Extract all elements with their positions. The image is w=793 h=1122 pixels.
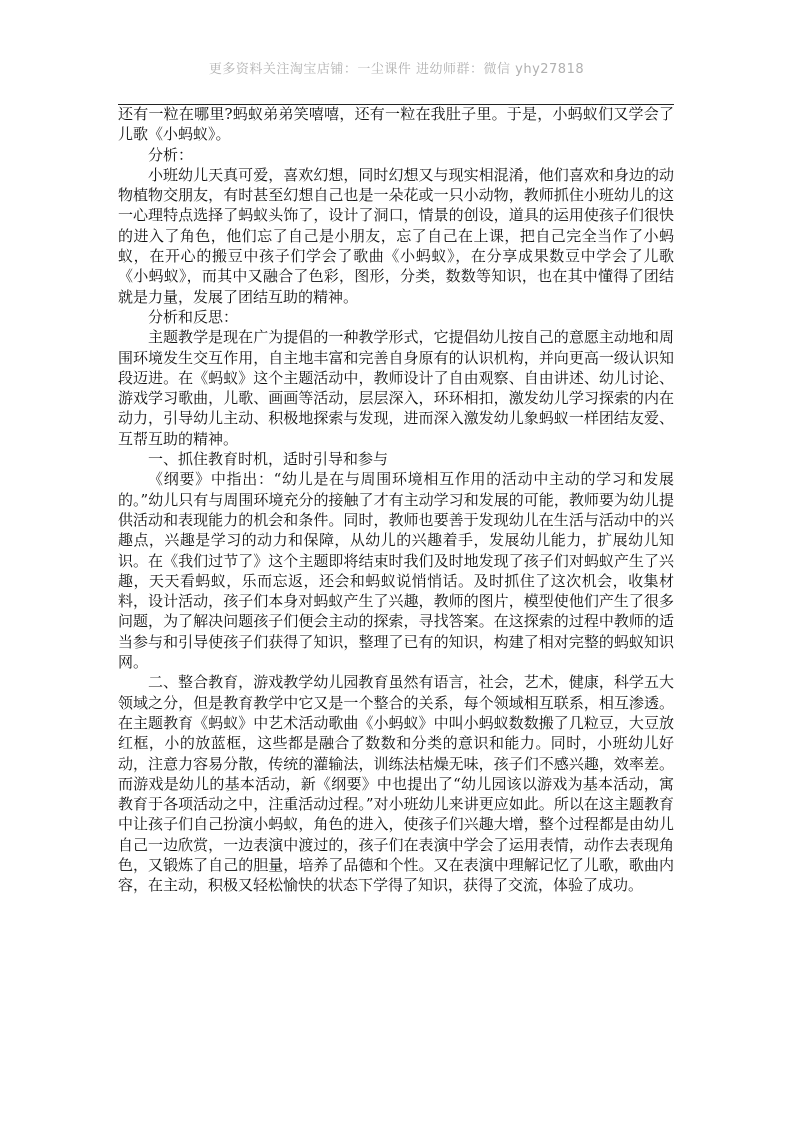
paragraph-reflection-heading: 分析和反思： [148, 307, 239, 326]
paragraph-analysis-heading: 分析： [148, 145, 194, 164]
paragraph-continuation: 还有一粒在哪里?蚂蚁弟弟笑嘻嘻，还有一粒在我肚子里。于是，小蚂蚁们又学会了儿歌《小蚂蚁》。 [118, 105, 674, 144]
header-watermark: 更多资料关注淘宝店铺：一尘课件 进幼师群：微信 yhy27818 [208, 62, 585, 77]
paragraph-reflection: 主题教学是现在广为提倡的一种教学形式，它提倡幼儿按自己的意愿主动地和周围环境发生交互作用，自主地丰富和完善自身原有的认识机构，并向更高一级认识知段迈进。在《蚂蚁》这个主题活动中，教师设计了自由观察、自由讲述、幼儿讨论、游戏学习歌曲，儿歌、画画等活动，层层深入，环环相扣，激发幼儿学习探索的内在动力，引导幼儿主动、积极地探索与发现，进而深入激发幼儿象蚂蚁一样团结友爱、互帮互助的精神。 [118, 328, 674, 448]
paragraph-section-one: 《纲要》中指出：“幼儿是在与周围环境相互作用的活动中主动的学习和发展的。”幼儿只有与周围环境充分的接触了才有主动学习和发展的可能，教师要为幼儿提供活动和表现能力的机会和条件。同时，教师也要善于发现幼儿在生活与活动中的兴趣点，兴趣是学习的动力和保障，从幼儿的兴趣着手，发展幼儿能力，扩展幼儿知识。在《我们过节了》这个主题即将结束时我们及时地发现了孩子们对蚂蚁产生了兴趣，天天看蚂蚁，乐而忘返，还会和蚂蚁说悄悄话。及时抓住了这次机会，收集材料，设计活动，孩子们本身对蚂蚁产生了兴趣，教师的图片，模型使他们产生了很多问题，为了解决问题孩子们便会主动的探索，寻找答案。在这探索的过程中教师的适当参与和引导使孩子们获得了知识，整理了已有的知识，构建了相对完整的蚂蚁知识网。 [118, 470, 674, 672]
paragraph-analysis: 小班幼儿天真可爱，喜欢幻想，同时幻想又与现实相混淆，他们喜欢和身边的动物植物交朋友，有时甚至幻想自己也是一朵花或一只小动物，教师抓住小班幼儿的这一心理特点选择了蚂蚁头饰了，设计了洞口，情景的创设，道具的运用使孩子们很快的进入了角色，他们忘了自己是小朋友，忘了自己在上课，把自己完全当作了小蚂蚁，在开心的搬豆中孩子们学会了歌曲《小蚂蚁》，在分享成果数豆中学会了儿歌《小蚂蚁》，而其中又融合了色彩，图形，分类，数数等知识，也在其中懂得了团结就是力量，发展了团结互助的精神。 [118, 165, 674, 306]
paragraph-section-two: 二、整合教育，游戏教学幼儿园教育虽然有语言，社会，艺术，健康，科学五大领域之分，但是教育教学中它又是一个整合的关系，每个领域相互联系，相互渗透。在主题教育《蚂蚁》中艺术活动歌曲《小蚂蚁》中叫小蚂蚁数数搬了几粒豆，大豆放红框，小的放蓝框，这些都是融合了数数和分类的意识和能力。同时，小班幼儿好动，注意力容易分散，传统的灌输法，训练法枯燥无味，孩子们不感兴趣，效率差。而游戏是幼儿的基本活动，新《纲要》中也提出了“幼儿园该以游戏为基本活动，寓教育于各项活动之中，注重活动过程。”对小班幼儿来讲更应如此。所以在这主题教育中让孩子们自己扮演小蚂蚁，角色的进入，使孩子们兴趣大增，整个过程都是由幼儿自己一边欣赏，一边表演中渡过的，孩子们在表演中学会了运用表情，动作去表现角色，又锻炼了自己的胆量，培养了品德和个性。又在表演中理解记忆了儿歌，歌曲内容，在主动，积极又轻松愉快的状态下学得了知识，获得了交流，体验了成功。 [118, 673, 674, 895]
document-body [118, 104, 674, 896]
section-heading-one: 一、抓住教育时机，适时引导和参与 [148, 450, 389, 469]
